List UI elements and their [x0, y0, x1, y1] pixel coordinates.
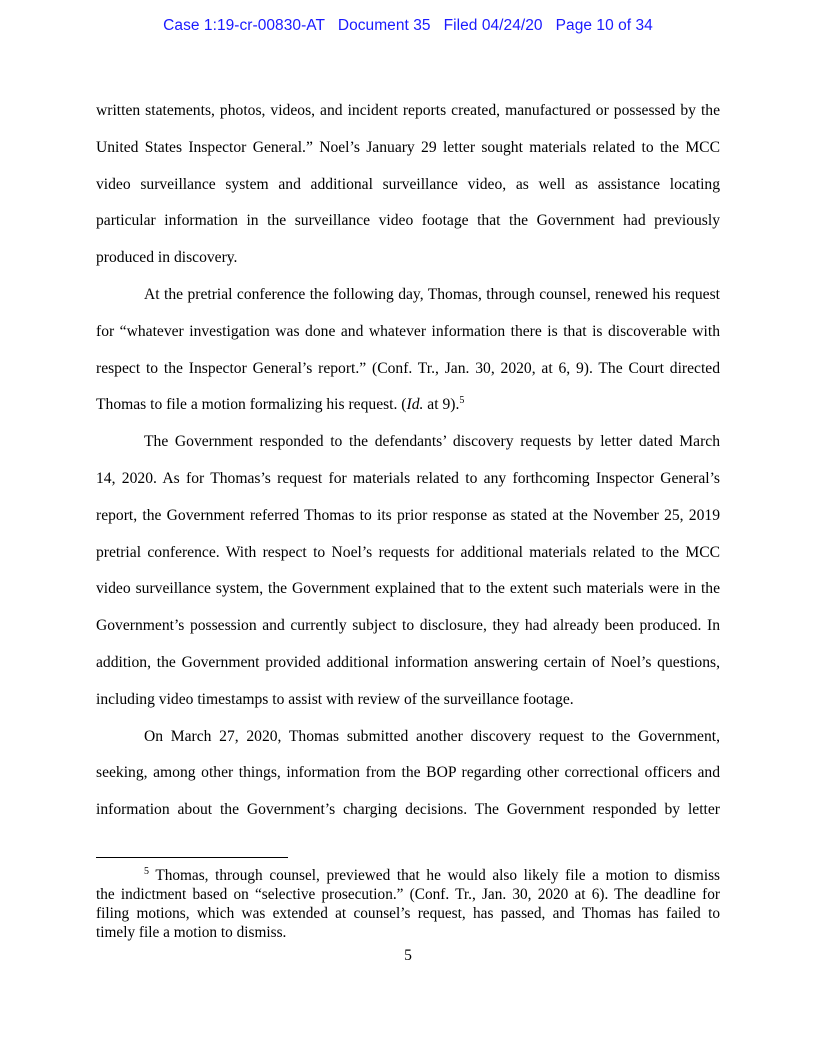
paragraph-2	[96, 277, 720, 424]
text-line: On March 27, 2020, Thomas submitted another discovery request to the Government,	[144, 727, 720, 745]
text-line: Government’s possession and currently subject to disclosure, they had already been produced. In	[96, 617, 720, 635]
text-line: seeking, among other things, information from the BOP regarding other correctional officers and	[96, 764, 720, 782]
text-line: addition, the Government provided additional information answering certain of Noel’s questions,	[96, 653, 720, 671]
footnote-number: 5	[144, 865, 149, 877]
text-line: for “whatever investigation was done and whatever information there is that is discoverable with	[96, 322, 720, 340]
text-fragment: at 9).	[423, 396, 460, 414]
paragraph-3	[96, 424, 720, 718]
body-text	[96, 93, 720, 829]
text-line: video surveillance system and additional surveillance video, as well as assistance locating	[96, 175, 720, 193]
footnote-line: the indictment based on “selective prosecution.” (Conf. Tr., Jan. 30, 2020 at 6). The deadline for	[96, 886, 720, 903]
footnote-line	[96, 866, 720, 885]
text-line: video surveillance system, the Government explained that to the extent such materials were in the	[96, 580, 720, 598]
footnote-separator-rule	[96, 857, 288, 858]
footnote-reference-5[interactable]: 5	[459, 395, 465, 407]
text-line: At the pretrial conference the following day, Thomas, through counsel, renewed his request	[144, 285, 720, 303]
text-line: written statements, photos, videos, and incident reports created, manufactured or possessed by the	[96, 102, 720, 119]
text-line: report, the Government referred Thomas to its prior response as stated at the November 25, 2019	[96, 506, 720, 524]
text-line: particular information in the surveillance video footage that the Government had previously	[96, 212, 720, 230]
footnote-line: filing motions, which was extended at counsel’s request, has passed, and Thomas has failed to	[96, 905, 720, 922]
footnote-line: timely file a motion to dismiss.	[96, 924, 287, 941]
footnote-5	[96, 866, 720, 942]
text-line	[96, 387, 720, 424]
paragraph-1	[96, 93, 720, 277]
text-line: including video timestamps to assist with review of the surveillance footage.	[96, 690, 574, 708]
text-line: produced in discovery.	[96, 249, 238, 267]
court-filing-header-stamp: Case 1:19-cr-00830-AT Document 35 Filed 04/24/20 Page 10 of 34	[163, 17, 653, 34]
text-line: United States Inspector General.” Noel’s January 29 letter sought materials related to the MCC	[96, 138, 720, 156]
text-fragment: Thomas, through counsel, previewed that he would also likely file a motion to dismiss	[149, 867, 720, 884]
citation-id-italic: Id.	[406, 396, 424, 414]
text-line: 14, 2020. As for Thomas’s request for materials related to any forthcoming Inspector General’s	[96, 469, 720, 487]
paragraph-4	[96, 719, 720, 829]
text-line: The Government responded to the defendants’ discovery requests by letter dated March	[144, 433, 720, 451]
text-line: information about the Government’s charging decisions. The Government responded by letter	[96, 801, 720, 819]
text-fragment: Thomas to file a motion formalizing his request. (	[96, 396, 407, 414]
page-number: 5	[404, 947, 412, 964]
text-line: respect to the Inspector General’s report.” (Conf. Tr., Jan. 30, 2020, at 6, 9). The Court directed	[96, 359, 720, 377]
text-line: pretrial conference. With respect to Noel’s requests for additional materials related to the MCC	[96, 543, 720, 561]
